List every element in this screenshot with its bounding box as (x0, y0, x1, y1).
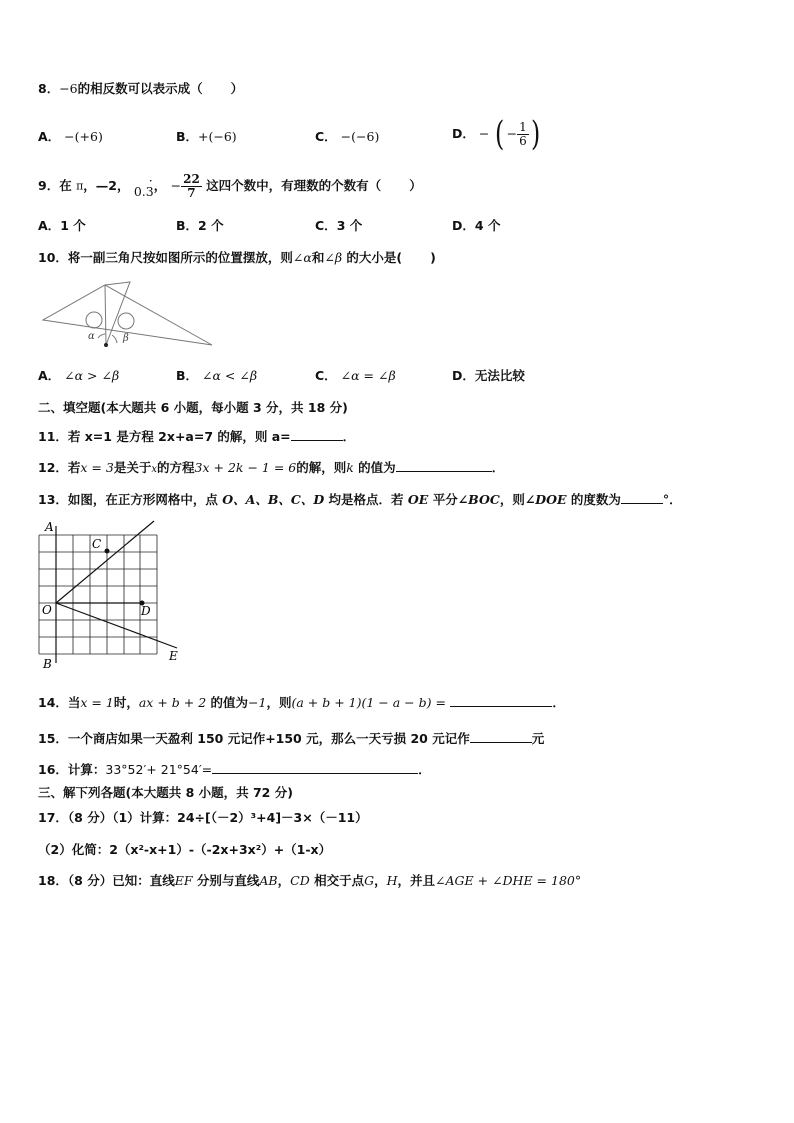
q14-answer-blank[interactable] (450, 694, 552, 707)
ray-oe (56, 603, 177, 648)
q8-option-d[interactable]: D． − ( − $\frac{1}{6}$ ) (452, 114, 541, 154)
ray-oc (56, 521, 154, 603)
section-2-heading: 二、填空题(本大题共 6 小题，每小题 3 分，共 18 分) (38, 400, 348, 415)
q10-option-c[interactable]: C． ∠α = ∠β (315, 368, 396, 383)
q9-fraction: $\frac{22}{7}$ (183, 172, 200, 200)
question-8-stem: 8．−6的相反数可以表示成（ ） (38, 81, 244, 96)
label-o: O (42, 603, 52, 617)
question-16: 16．计算：33°52′+ 21°54′= ． (38, 762, 431, 777)
q8-d-fraction: $\frac{1}{6}$ (519, 119, 527, 148)
q8-option-c[interactable]: C． −(−6) (315, 129, 380, 144)
q10-option-a[interactable]: A． ∠α > ∠β (38, 368, 120, 383)
question-17-part-1: 17．（8 分）（1）计算：24÷[（－2）³+4]－3×（－11） (38, 810, 368, 825)
q9-option-d[interactable]: D．4 个 (452, 218, 501, 233)
q8-option-a[interactable]: A． −(+6) (38, 129, 103, 144)
question-10-stem: 10．将一副三角尺按如图所示的位置摆放，则∠α和∠β 的大小是( ) (38, 250, 436, 265)
ruler-hole-left (86, 312, 102, 328)
q9-option-c[interactable]: C．3 个 (315, 218, 363, 233)
question-17-part-2: （2）化简：2（x²-x+1）-（-2x+3x²）+（1-x） (38, 842, 332, 857)
repeating-decimal: 0.3 · (133, 172, 154, 199)
q10-option-d[interactable]: D．无法比较 (452, 368, 525, 383)
q15-answer-blank[interactable] (470, 730, 532, 743)
question-9-stem: 9．在 π，—2， 0.3 · ， − $\frac{22}{7}$ 这四个数中，有理数的个数有（ ） (38, 172, 422, 200)
q8-option-b[interactable]: B．+(−6) (176, 129, 237, 144)
question-12: 12．若x = 3是关于x的方程3x + 2k − 1 = 6的解，则k 的值为 ． (38, 460, 505, 475)
alpha-label: α (88, 331, 95, 342)
q9-option-a[interactable]: A．1 个 (38, 218, 86, 233)
question-18: 18．（8 分）已知：直线EF 分别与直线AB，CD 相交于点G，H，并且∠AGE + ∠DHE = 180° (38, 873, 582, 888)
question-11: 11．若 x=1 是方程 2x+a=7 的解，则 a= ． (38, 429, 356, 444)
q11-answer-blank[interactable] (291, 428, 343, 441)
ruler-hole-right (118, 313, 134, 329)
label-b: B (43, 657, 52, 670)
grid-lines (39, 535, 157, 654)
label-d: D (141, 604, 151, 618)
q10-option-b[interactable]: B． ∠α < ∠β (176, 368, 258, 383)
question-15: 15．一个商店如果一天盈利 150 元记作+150 元，那么一天亏损 20 元记作 元 (38, 731, 545, 746)
point-c (105, 549, 110, 554)
square-grid-figure (36, 518, 186, 670)
alpha-arc (98, 334, 105, 338)
label-c: C (92, 537, 102, 551)
q9-option-b[interactable]: B．2 个 (176, 218, 224, 233)
beta-arc (112, 335, 117, 343)
section-3-heading: 三、解下列各题(本大题共 8 小题，共 72 分) (38, 785, 293, 800)
vertex-point (104, 343, 108, 347)
label-a: A (45, 520, 54, 534)
question-14: 14．当x = 1时，ax + b + 2 的值为−1，则(a + b + 1)(1 − a − b) = ． (38, 695, 565, 710)
label-e: E (169, 649, 178, 663)
q12-answer-blank[interactable] (396, 459, 492, 472)
q16-answer-blank[interactable] (212, 761, 418, 774)
beta-label: β (123, 333, 129, 344)
q13-answer-blank[interactable] (621, 491, 663, 504)
question-13: 13．如图，在正方形网格中，点 O、A、B、C、D 均是格点．若 OE 平分∠BOC，则∠DOE 的度数为 °． (38, 492, 682, 507)
triangle-rulers-figure (40, 278, 220, 350)
